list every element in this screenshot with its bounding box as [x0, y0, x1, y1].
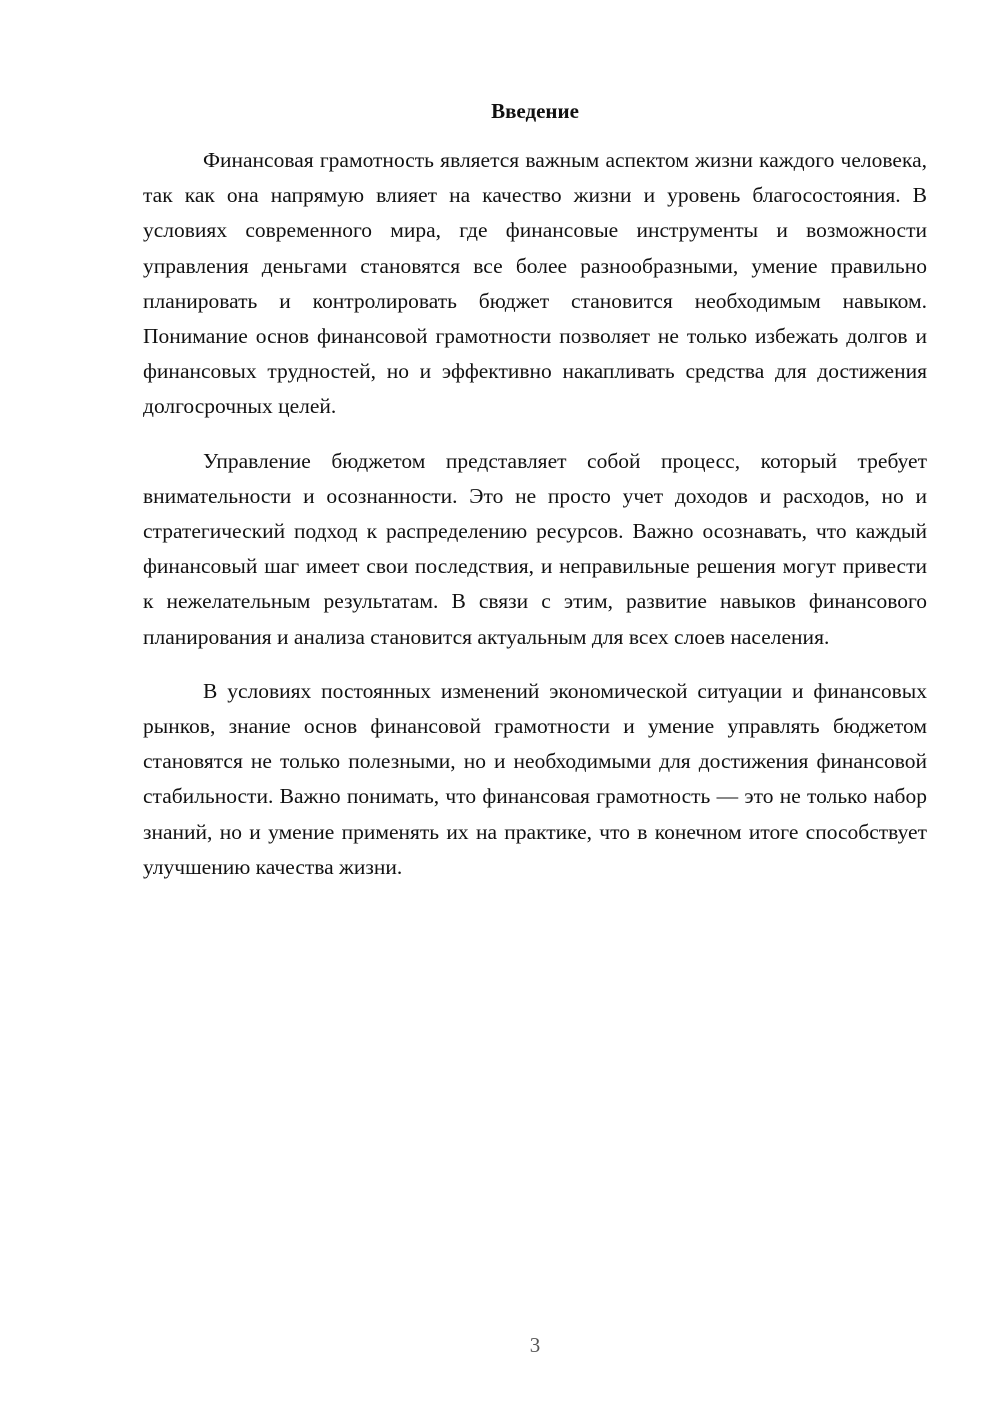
document-body	[143, 143, 927, 904]
paragraph-2: Управление бюджетом представляет собой процесс, который требует внимательности и осознанности. Это не просто учет доходов и расходов, но и стратегический подход к распределению ресурсов. Важно осознавать, что каждый финансовый шаг имеет свои последствия, и неправильные решения могут привести к нежелательным результатам. В связи с этим, развитие навыков финансового планирования и анализа становится актуальным для всех слоев населения.	[143, 448, 927, 649]
page-number: 3	[529, 1333, 541, 1357]
paragraph-1: Финансовая грамотность является важным аспектом жизни каждого человека, так как она напрямую влияет на качество жизни и уровень благосостояния. В условиях современного мира, где финансовые инструменты и возможности управления деньгами становятся все более разнообразными, умение правильно планировать и контролировать бюджет становится необходимым навыком. Понимание основ финансовой грамотности позволяет не только избежать долгов и финансовых трудностей, но и эффективно накапливать средства для достижения долгосрочных целей.	[143, 148, 927, 419]
paragraph-3: В условиях постоянных изменений экономической ситуации и финансовых рынков, знание основ финансовой грамотности и умение управлять бюджетом становятся не только полезными, но и необходимыми для достижения финансовой стабильности. Важно понимать, что финансовая грамотность — это не только набор знаний, но и умение применять их на практике, что в конечном итоге способствует улучшению качества жизни.	[143, 678, 927, 879]
page-title: Введение	[491, 99, 579, 123]
